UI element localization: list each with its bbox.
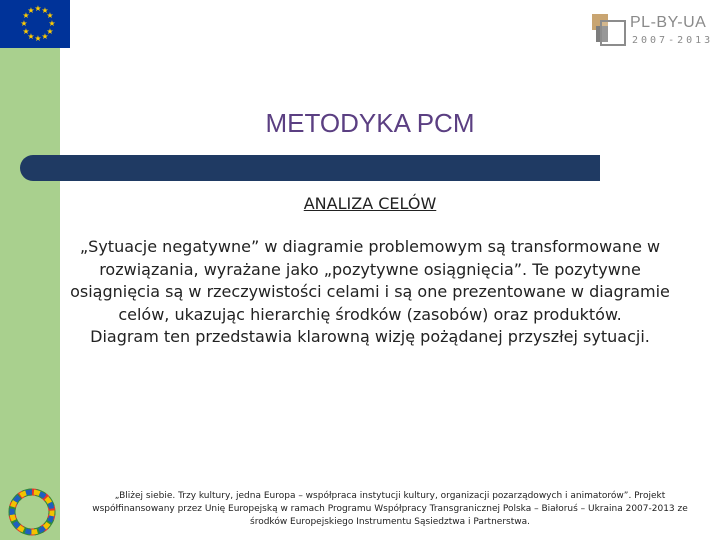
program-logo-icon (592, 12, 626, 46)
svg-text:★: ★ (27, 32, 35, 41)
svg-text:★: ★ (22, 11, 30, 20)
svg-text:★: ★ (46, 27, 54, 36)
rings-logo-icon (0, 478, 60, 540)
program-logo-years: 2007-2013 (632, 35, 714, 46)
slide-body (60, 236, 680, 349)
svg-text:★: ★ (34, 34, 42, 43)
svg-text:★: ★ (27, 6, 35, 15)
eu-flag-icon (0, 0, 70, 48)
slide-title: METODYKA PCM (265, 108, 475, 138)
side-decoration-band (0, 0, 60, 540)
program-logo-name: PL-BY-UA (630, 14, 707, 31)
title-divider-bar (20, 155, 600, 181)
svg-text:★: ★ (41, 6, 49, 15)
svg-text:★: ★ (34, 4, 42, 13)
svg-text:★: ★ (20, 19, 28, 28)
body-paragraph-1: „Sytuacje negatywne” w diagramie problemowym są transformowane w rozwiązania, wyrażane jako „pozytywne osiągnięcia”. Te pozytywne osiągnięcia są w rzeczywistości celami i są one prezentowane w diagramie celów, ukazując hierarchię środków (zasobów) oraz produktów. (70, 237, 670, 324)
svg-text:★: ★ (41, 32, 49, 41)
program-logo (592, 10, 714, 52)
svg-text:★: ★ (46, 11, 54, 20)
body-paragraph-2: Diagram ten przedstawia klarowną wizję pożądanej przyszłej sytuacji. (90, 327, 650, 346)
footer-note: „Bliżej siebie. Trzy kultury, jedna Europa – współpraca instytucji kultury, organizacji pozarządowych i animatorów”. Projekt współfinansowany przez Unię Europejską w ramach Programu Współpracy Transgranicznej Polska – Białoruś – Ukraina 2007-2013 ze środków Europejskiego Instrumentu Sąsiedztwa i Partnerstwa. (92, 491, 688, 527)
slide-subtitle: ANALIZA CELÓW (303, 194, 437, 213)
svg-text:★: ★ (48, 19, 56, 28)
svg-text:★: ★ (22, 27, 30, 36)
